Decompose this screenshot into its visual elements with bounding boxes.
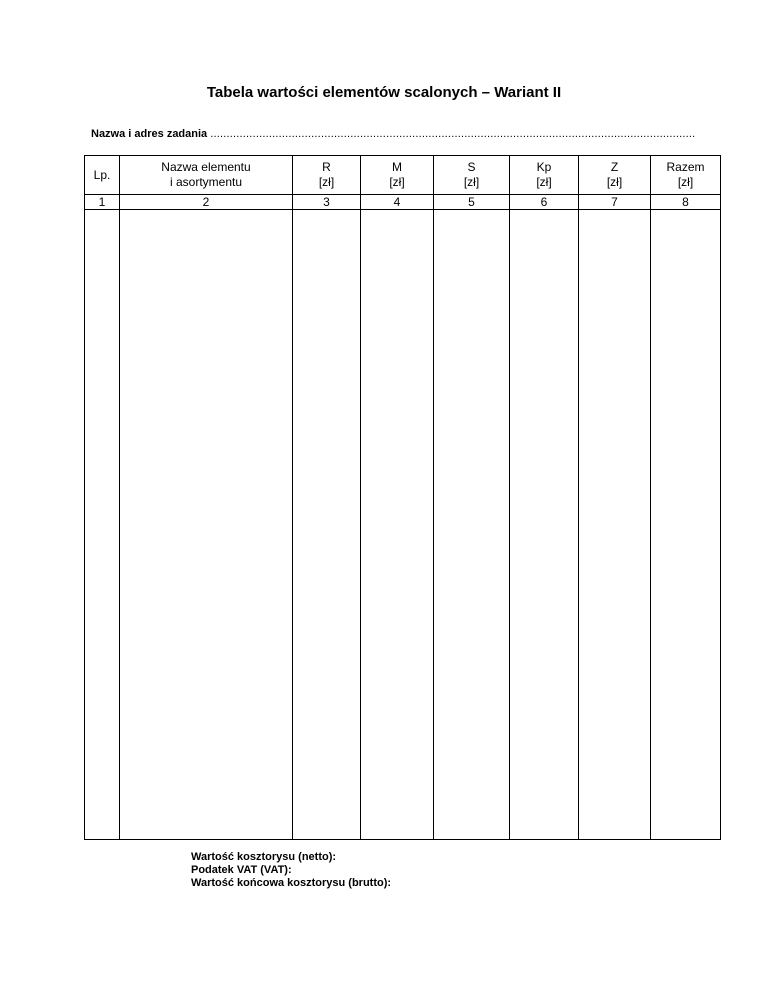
header-r: R [zł] xyxy=(293,156,361,195)
header-z: Z [zł] xyxy=(579,156,651,195)
table-cell-empty[interactable] xyxy=(651,210,721,840)
table-cell-empty[interactable] xyxy=(510,210,579,840)
column-number: 5 xyxy=(434,195,510,210)
column-number: 4 xyxy=(361,195,434,210)
table-cell-empty[interactable] xyxy=(293,210,361,840)
column-number: 2 xyxy=(120,195,293,210)
task-name-fill-dots: ..................................................................................................................................................... xyxy=(210,128,696,140)
elements-value-table xyxy=(84,155,721,840)
gross-value-label: Wartość końcowa kosztorysu (brutto): xyxy=(191,877,392,889)
table-cell-empty[interactable] xyxy=(434,210,510,840)
column-number: 3 xyxy=(293,195,361,210)
header-lp: Lp. xyxy=(85,156,120,195)
column-number: 1 xyxy=(85,195,120,210)
task-name-address-line xyxy=(91,128,721,140)
header-s: S [zł] xyxy=(434,156,510,195)
table-cell-empty[interactable] xyxy=(120,210,293,840)
table-header-row xyxy=(85,156,721,195)
net-value-label: Wartość kosztorysu (netto): xyxy=(191,851,337,863)
document-title: Tabela wartości elementów scalonych – Wariant II xyxy=(206,84,562,101)
header-kp: Kp [zł] xyxy=(510,156,579,195)
column-number: 7 xyxy=(579,195,651,210)
summary-block xyxy=(191,851,391,890)
column-number-row xyxy=(85,195,721,210)
vat-label: Podatek VAT (VAT): xyxy=(191,864,292,876)
header-m: M [zł] xyxy=(361,156,434,195)
table-cell-empty[interactable] xyxy=(579,210,651,840)
column-number: 6 xyxy=(510,195,579,210)
header-element-name: Nazwa elementu i asortymentu xyxy=(120,156,293,195)
table-body-row xyxy=(85,210,721,840)
column-number: 8 xyxy=(651,195,721,210)
task-name-label: Nazwa i adres zadania xyxy=(91,128,208,140)
header-razem: Razem [zł] xyxy=(651,156,721,195)
table-cell-empty[interactable] xyxy=(361,210,434,840)
table-cell-empty[interactable] xyxy=(85,210,120,840)
